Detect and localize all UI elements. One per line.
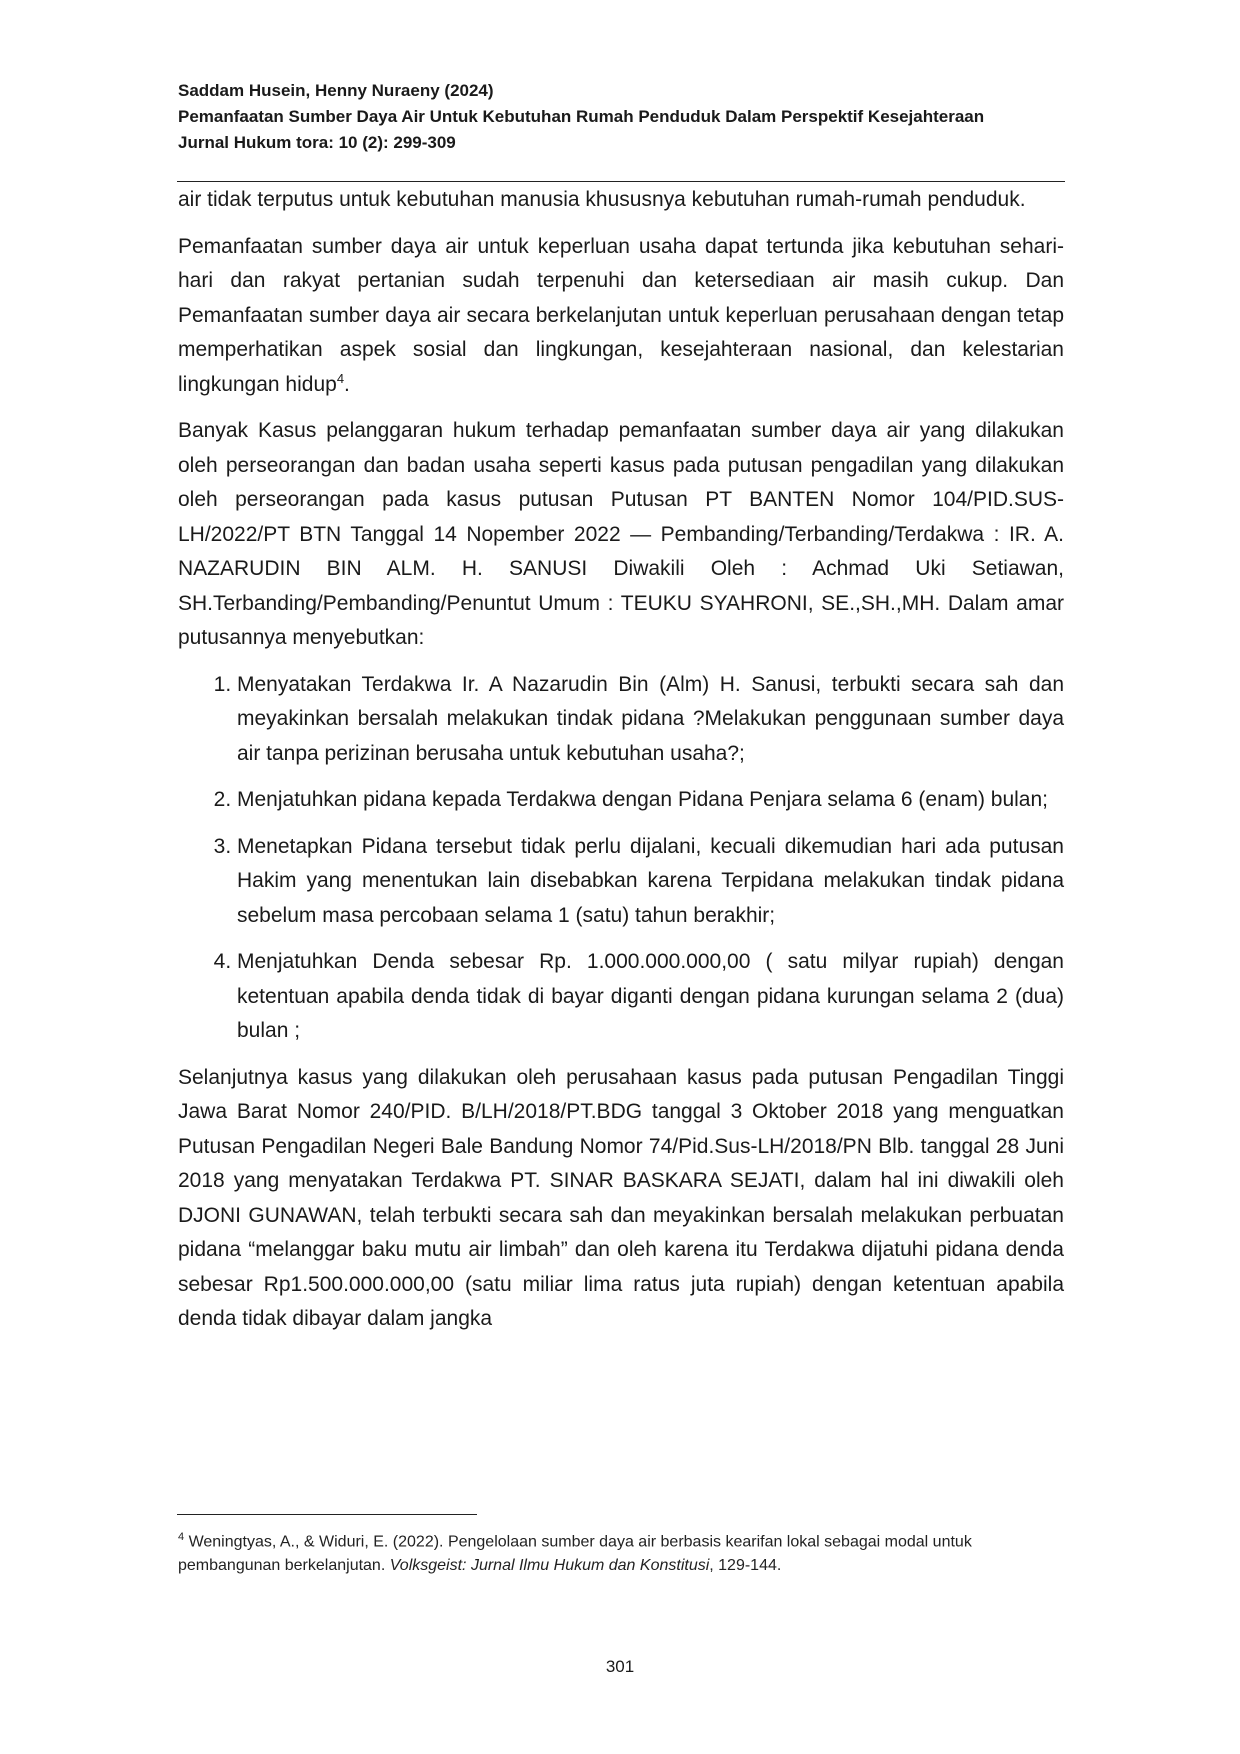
paragraph: air tidak terputus untuk kebutuhan manusia khususnya kebutuhan rumah-rumah penduduk. bbox=[178, 188, 1026, 211]
footnote-reference[interactable]: 4 bbox=[336, 370, 345, 386]
article-body bbox=[178, 183, 1064, 1349]
paragraph bbox=[178, 230, 1064, 403]
footnote-number: 4 bbox=[178, 1531, 185, 1543]
verdict-item: 2. Menjatuhkan pidana kepada Terdakwa dengan Pidana Penjara selama 6 (enam) bulan; bbox=[237, 783, 1064, 818]
footnote-text: Weningtyas, A., & Widuri, E. (2022). Pengelolaan sumber daya air berbasis kearifan lokal sebagai modal untuk pembangunan berkelanjutan. bbox=[178, 1533, 972, 1575]
paragraph: Banyak Kasus pelanggaran hukum terhadap pemanfaatan sumber daya air yang dilakukan oleh perseorangan dan badan usaha seperti kasus pada putusan pengadilan yang dilakukan oleh perseorangan pada kasus putusan Putusan PT BANTEN Nomor 104/PID.SUS-LH/2022/PT BTN Tanggal 14 Nopember 2022 — Pembanding/Terbanding/Terdakwa : IR. A. NAZARUDIN BIN ALM. H. SANUSI Diwakili Oleh : Achmad Uki Setiawan, SH.Terbanding/Pembanding/Penuntut Umum : TEUKU SYAHRONI, SE.,SH.,MH. Dalam amar putusannya menyebutkan: bbox=[178, 419, 1064, 649]
header-article-title: Pemanfaatan Sumber Daya Air Untuk Kebutuhan Rumah Penduduk Dalam Perspektif Kesejahteraan bbox=[178, 107, 985, 126]
footnote-divider bbox=[177, 1514, 477, 1515]
verdict-item: 3. Menetapkan Pidana tersebut tidak perlu dijalani, kecuali dikemudian hari ada putusan Hakim yang menentukan lain disebabkan karena Terpidana melakukan tindak pidana sebelum masa percobaan selama 1 (satu) tahun berakhir; bbox=[237, 830, 1064, 934]
paragraph-text-end: . bbox=[344, 372, 350, 396]
footnote bbox=[178, 1525, 1064, 1578]
footnote-pages: , 129-144. bbox=[709, 1557, 782, 1575]
header-journal: Jurnal Hukum tora: 10 (2): 299-309 bbox=[178, 133, 456, 152]
running-header bbox=[178, 78, 1078, 156]
paragraph-text: Pemanfaatan sumber daya air untuk keperluan usaha dapat tertunda jika kebutuhan sehari-hari dan rakyat pertanian sudah terpenuhi dan ketersediaan air masih cukup. Dan Pemanfaatan sumber daya air secara berkelanjutan untuk keperluan perusahaan dengan tetap memperhatikan aspek sosial dan lingkungan, kesejahteraan nasional, dan kelestarian lingkungan hidup bbox=[178, 234, 1064, 396]
footnote-journal: Volksgeist: Jurnal Ilmu Hukum dan Konstitusi bbox=[389, 1557, 710, 1575]
header-divider bbox=[177, 181, 1065, 182]
page-number: 301 bbox=[605, 1657, 635, 1676]
header-authors: Saddam Husein, Henny Nuraeny (2024) bbox=[178, 81, 494, 100]
paragraph: Selanjutnya kasus yang dilakukan oleh perusahaan kasus pada putusan Pengadilan Tinggi Jawa Barat Nomor 240/PID. B/LH/2018/PT.BDG tanggal 3 Oktober 2018 yang menguatkan Putusan Pengadilan Negeri Bale Bandung Nomor 74/Pid.Sus-LH/2018/PN Blb. tanggal 28 Juni 2018 yang menyatakan Terdakwa PT. SINAR BASKARA SEJATI, dalam hal ini diwakili oleh DJONI GUNAWAN, telah terbukti secara sah dan meyakinkan bersalah melakukan perbuatan pidana “melanggar baku mutu air limbah” dan oleh karena itu Terdakwa dijatuhi pidana denda sebesar Rp1.500.000.000,00 (satu miliar lima ratus juta rupiah) dengan ketentuan apabila denda tidak dibayar dalam jangka bbox=[178, 1065, 1064, 1330]
verdict-item: 1. Menyatakan Terdakwa Ir. A Nazarudin Bin (Alm) H. Sanusi, terbukti secara sah dan meyakinkan bersalah melakukan tindak pidana ?Melakukan penggunaan sumber daya air tanpa perizinan berusaha untuk kebutuhan usaha?; bbox=[237, 668, 1064, 772]
verdict-item: 4. Menjatuhkan Denda sebesar Rp. 1.000.000.000,00 ( satu milyar rupiah) dengan ketentuan apabila denda tidak di bayar diganti dengan pidana kurungan selama 2 (dua) bulan ; bbox=[237, 945, 1064, 1049]
verdict-list bbox=[178, 668, 1064, 1049]
